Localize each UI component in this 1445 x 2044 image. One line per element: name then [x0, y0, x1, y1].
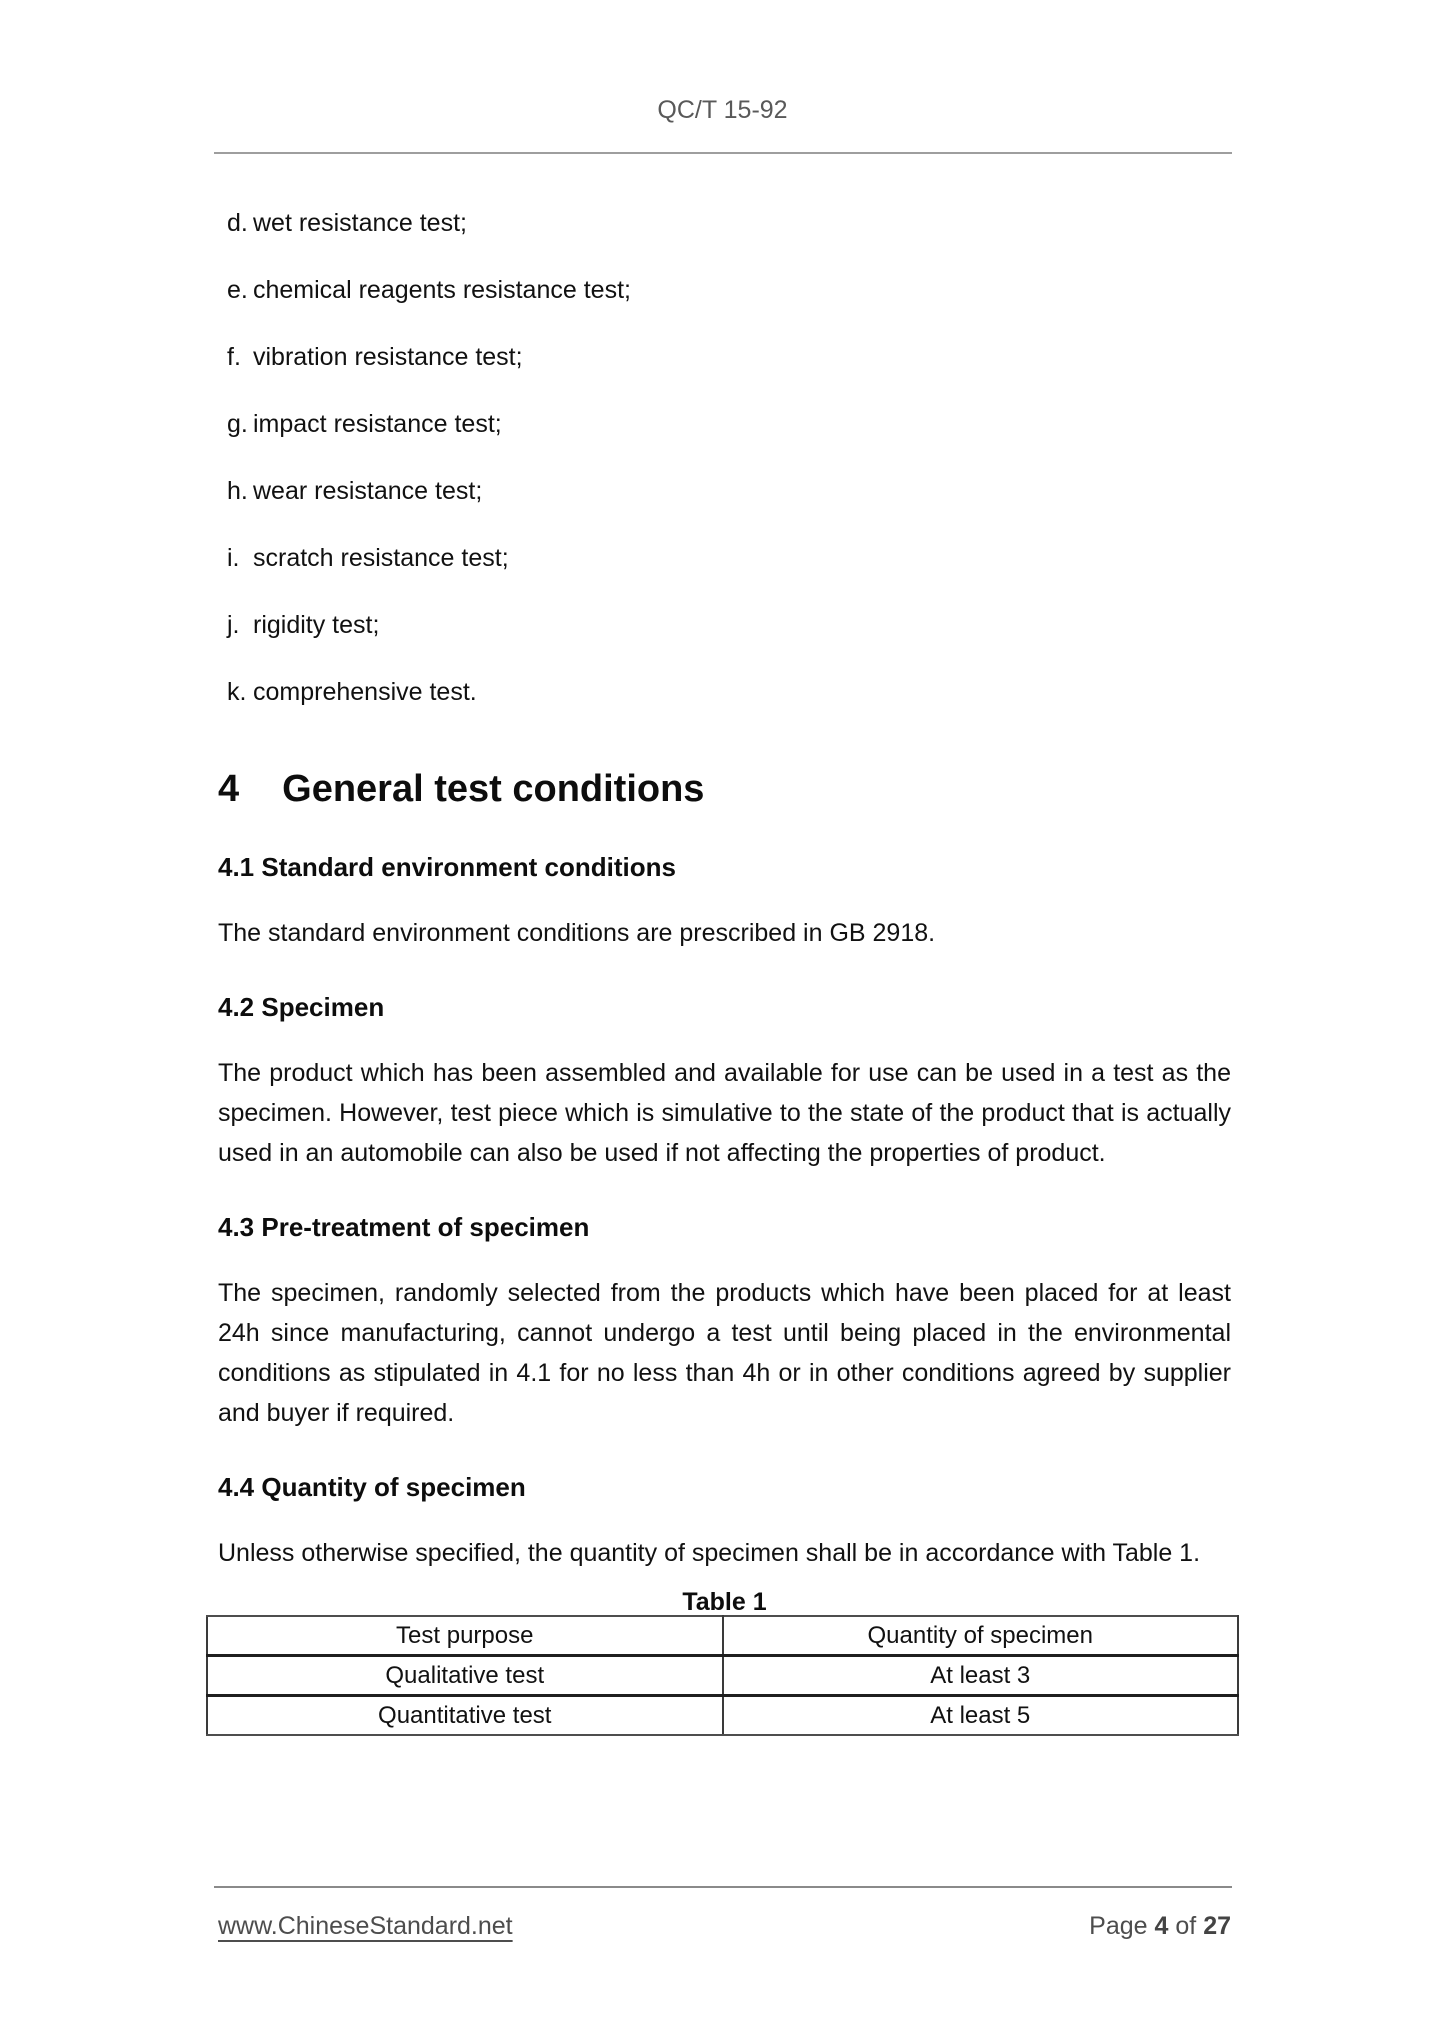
table-cell: Quantitative test	[207, 1696, 723, 1736]
table-header-row	[207, 1616, 1238, 1656]
table-cell: At least 5	[723, 1696, 1239, 1736]
specimen-quantity-table	[206, 1615, 1239, 1736]
list-item-text: wet resistance test;	[253, 209, 467, 237]
list-item-text: vibration resistance test;	[253, 343, 523, 371]
paragraph-4-2: The product which has been assembled and available for use can be used in a test as the specimen. However, test piece which is simulative to the state of the product that is actually used in an automobile can also be used if not affecting the properties of product.	[218, 1059, 1231, 1167]
test-list	[218, 203, 1231, 712]
table-header-cell: Test purpose	[207, 1616, 723, 1656]
table-cell: At least 3	[723, 1656, 1239, 1696]
list-item-text: rigidity test;	[253, 611, 380, 639]
list-item-label: k.	[227, 678, 247, 706]
list-item	[218, 672, 1231, 712]
list-item-label: j.	[227, 611, 240, 639]
footer-divider	[214, 1886, 1232, 1888]
list-item-label: g.	[227, 410, 248, 438]
list-item	[218, 337, 1231, 377]
table-row	[207, 1656, 1238, 1696]
page-indicator	[1089, 1906, 1231, 1946]
document-content	[218, 203, 1231, 1736]
page-footer	[218, 1906, 1231, 1946]
paragraph-4-3: The specimen, randomly selected from the products which have been placed for at least 24h since manufacturing, cannot undergo a test until being placed in the environmental conditions as stipulated in 4.1 for no less than 4h or in other conditions agreed by supplier and buyer if required.	[218, 1279, 1231, 1427]
doc-number-header: QC/T 15-92	[657, 96, 788, 124]
list-item-text: scratch resistance test;	[253, 544, 509, 572]
chapter-number: 4	[218, 768, 240, 810]
list-item	[218, 538, 1231, 578]
section-heading-4-4: 4.4 Quantity of specimen	[218, 1472, 526, 1502]
list-item	[218, 404, 1231, 444]
list-item-label: f.	[227, 343, 241, 371]
table-cell: Qualitative test	[207, 1656, 723, 1696]
page-total: 27	[1203, 1912, 1231, 1940]
table-header-cell: Quantity of specimen	[723, 1616, 1239, 1656]
list-item-text: impact resistance test;	[253, 410, 502, 438]
paragraph-4-1: The standard environment conditions are prescribed in GB 2918.	[218, 919, 936, 947]
website-link[interactable]: www.ChineseStandard.net	[218, 1912, 513, 1940]
chapter-heading	[218, 765, 1231, 813]
list-item	[218, 203, 1231, 243]
header-divider	[214, 152, 1232, 154]
list-item	[218, 270, 1231, 310]
list-item-label: e.	[227, 276, 248, 304]
list-item-label: d.	[227, 209, 248, 237]
list-item	[218, 471, 1231, 511]
of-word: of	[1175, 1912, 1197, 1940]
page-word: Page	[1089, 1912, 1148, 1940]
list-item-text: comprehensive test.	[253, 678, 477, 706]
list-item-text: wear resistance test;	[253, 477, 483, 505]
list-item-label: i.	[227, 544, 240, 572]
page-current: 4	[1154, 1912, 1169, 1940]
list-item-text: chemical reagents resistance test;	[253, 276, 631, 304]
paragraph-4-4: Unless otherwise specified, the quantity of specimen shall be in accordance with Table 1.	[218, 1539, 1201, 1567]
section-heading-4-1: 4.1 Standard environment conditions	[218, 852, 676, 882]
section-heading-4-3: 4.3 Pre-treatment of specimen	[218, 1212, 590, 1242]
list-item-label: h.	[227, 477, 248, 505]
list-item	[218, 605, 1231, 645]
table-caption: Table 1	[682, 1588, 767, 1616]
table-row	[207, 1696, 1238, 1736]
section-heading-4-2: 4.2 Specimen	[218, 992, 385, 1022]
chapter-title: General test conditions	[282, 768, 705, 810]
